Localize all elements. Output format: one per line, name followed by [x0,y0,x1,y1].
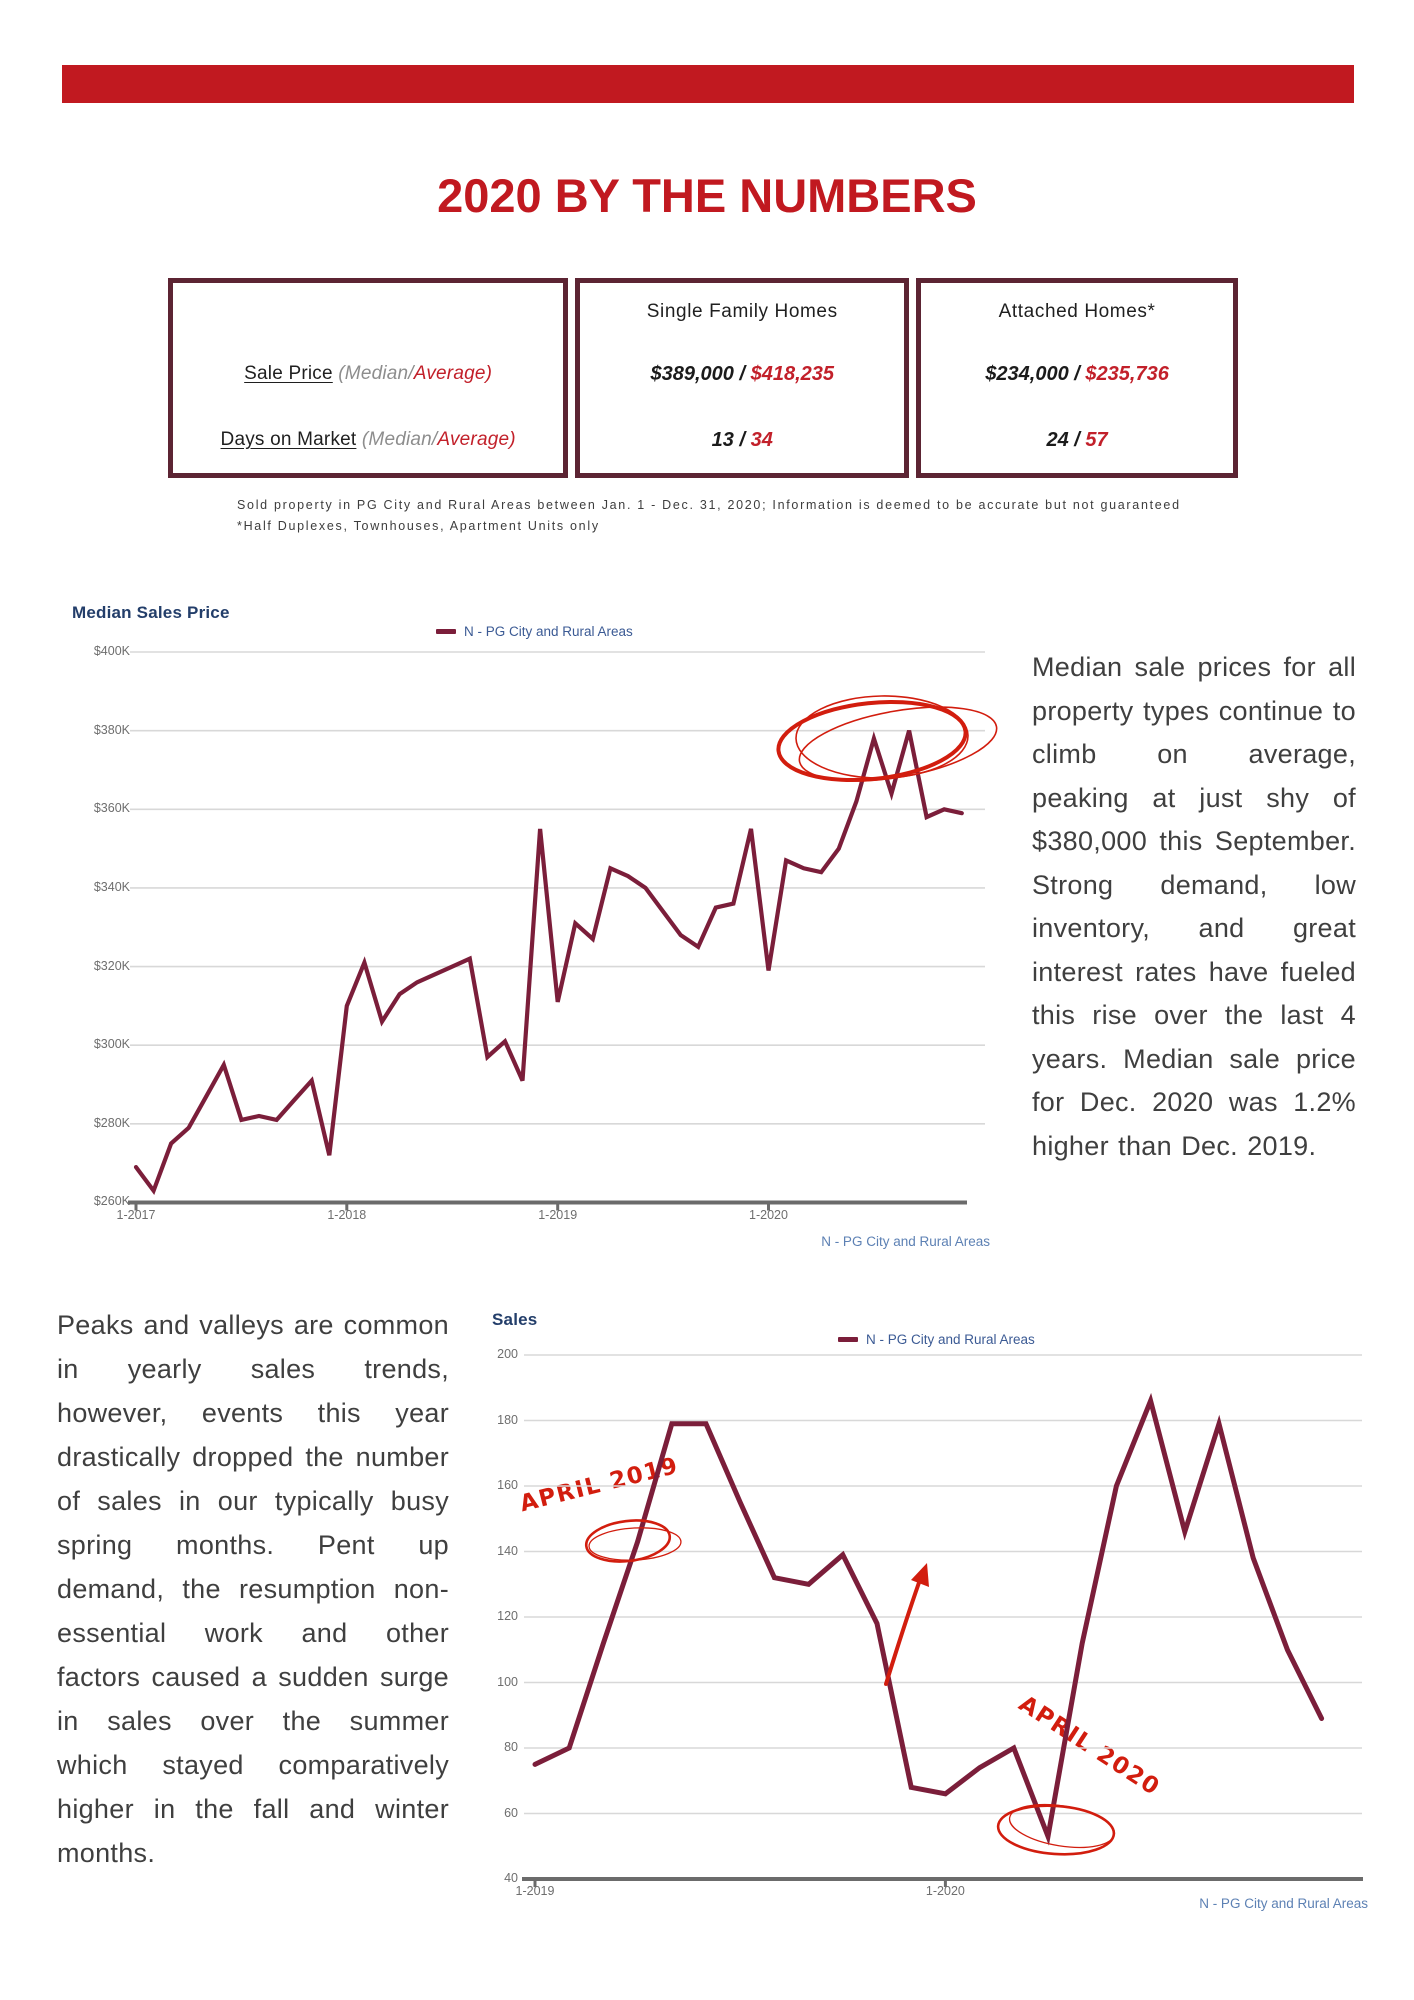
x-axis-tick-label: 1-2020 [749,1208,788,1222]
x-axis-tick-label: 1-2017 [116,1208,156,1222]
attached-days-on-market: 24 / 57 [1046,428,1108,451]
peak-circle-annotation [795,695,968,780]
peak-circle-annotation [794,694,1002,794]
top-red-banner [62,65,1354,103]
median-price-paragraph: Median sale prices for all property types continue to climb on average, peaking at just shy of $380,000 this September. Strong demand, low inventory, and great interest rates have fueled this rise over the last 4 years. Median sale price for Dec. 2020 was 1.2% higher than Dec. 2019. [1032,652,1356,1161]
y-axis-tick-label: 120 [497,1609,518,1623]
y-axis-tick-label: $340K [93,879,130,894]
y-axis-tick-label: $380K [93,722,130,737]
single-family-column [575,278,909,478]
x-axis-tick-label: 1-2020 [925,1884,965,1898]
y-axis-tick-label: $280K [93,1115,130,1130]
april-2019-circle [584,1516,672,1566]
attached-sale-price: $234,000 / $235,736 [985,362,1169,385]
y-axis-tick-label: $400K [93,644,130,658]
april-2020-circle [1007,1798,1118,1854]
legend-label: N - PG City and Rural Areas [866,1332,1035,1347]
median-chart-bottom-series-label: N - PG City and Rural Areas [821,1234,990,1249]
peak-circle-annotation [775,693,970,788]
legend-line-swatch [436,629,456,634]
footnote-line-1: Sold property in PG City and Rural Areas between Jan. 1 - Dec. 31, 2020; Information is deemed to be accurate but not guaranteed [237,498,1181,512]
y-axis-tick-label: 40 [504,1871,518,1885]
y-axis-tick-label: 140 [497,1543,518,1558]
april-2020-annotation: APRIL 2020 [1014,1690,1165,1802]
x-axis-tick-label: 1-2019 [515,1884,555,1898]
y-axis-tick-label: 60 [504,1805,518,1820]
attached-homes-column [916,278,1238,478]
surge-arrow-head [911,1563,929,1587]
single-family-sale-price: $389,000 / $418,235 [650,362,834,385]
y-axis-tick-label: 200 [497,1347,518,1361]
y-axis-tick-label: 80 [504,1740,518,1754]
y-axis-tick-label: $300K [93,1037,130,1052]
y-axis-tick-label: 160 [497,1478,518,1492]
footnote-line-2: *Half Duplexes, Townhouses, Apartment Units only [237,519,600,533]
footnote [237,495,1237,537]
sales-paragraph: Peaks and valleys are common in yearly sales trends, however, events this year drastically dropped the number of sales in our typically busy spring months. Pent up demand, the resumption non-essential work and other factors caused a sudden surge in sales over the summer which stayed comparatively higher in the fall and winter months. [57,1310,449,1868]
x-axis-tick-label: 1-2019 [538,1208,578,1222]
single-family-header: Single Family Homes [646,301,838,322]
summary-table-label-column [168,278,568,478]
surge-arrow [886,1574,922,1684]
sales-chart-legend [838,1332,1035,1347]
median-price-series-line [136,731,962,1191]
summary-table [168,278,1238,478]
x-axis-tick-label: 1-2018 [327,1208,367,1222]
sale-price-label: Sale Price (Median/Average) [244,363,493,384]
april-2019-annotation: APRIL 2019 [517,1452,682,1518]
y-axis-tick-label: 180 [497,1412,518,1427]
y-axis-tick-label: $320K [93,958,130,973]
single-family-days-on-market: 13 / 34 [711,428,773,451]
days-on-market-label: Days on Market (Median/Average) [220,429,516,450]
median-sales-price-chart-title: Median Sales Price [72,603,230,622]
page-title: 2020 BY THE NUMBERS [437,169,977,222]
y-axis-tick-label: $260K [93,1194,130,1209]
april-2019-circle [588,1526,682,1563]
sales-chart-title: Sales [492,1310,538,1329]
legend-line-swatch [838,1337,858,1342]
y-axis-tick-label: 100 [497,1674,518,1689]
april-2020-circle [996,1802,1115,1858]
legend-label: N - PG City and Rural Areas [464,624,633,639]
y-axis-tick-label: $360K [93,801,130,816]
attached-homes-header: Attached Homes* [998,301,1156,322]
median-chart-legend [436,624,633,639]
sales-chart-bottom-series-label: N - PG City and Rural Areas [1199,1896,1368,1911]
